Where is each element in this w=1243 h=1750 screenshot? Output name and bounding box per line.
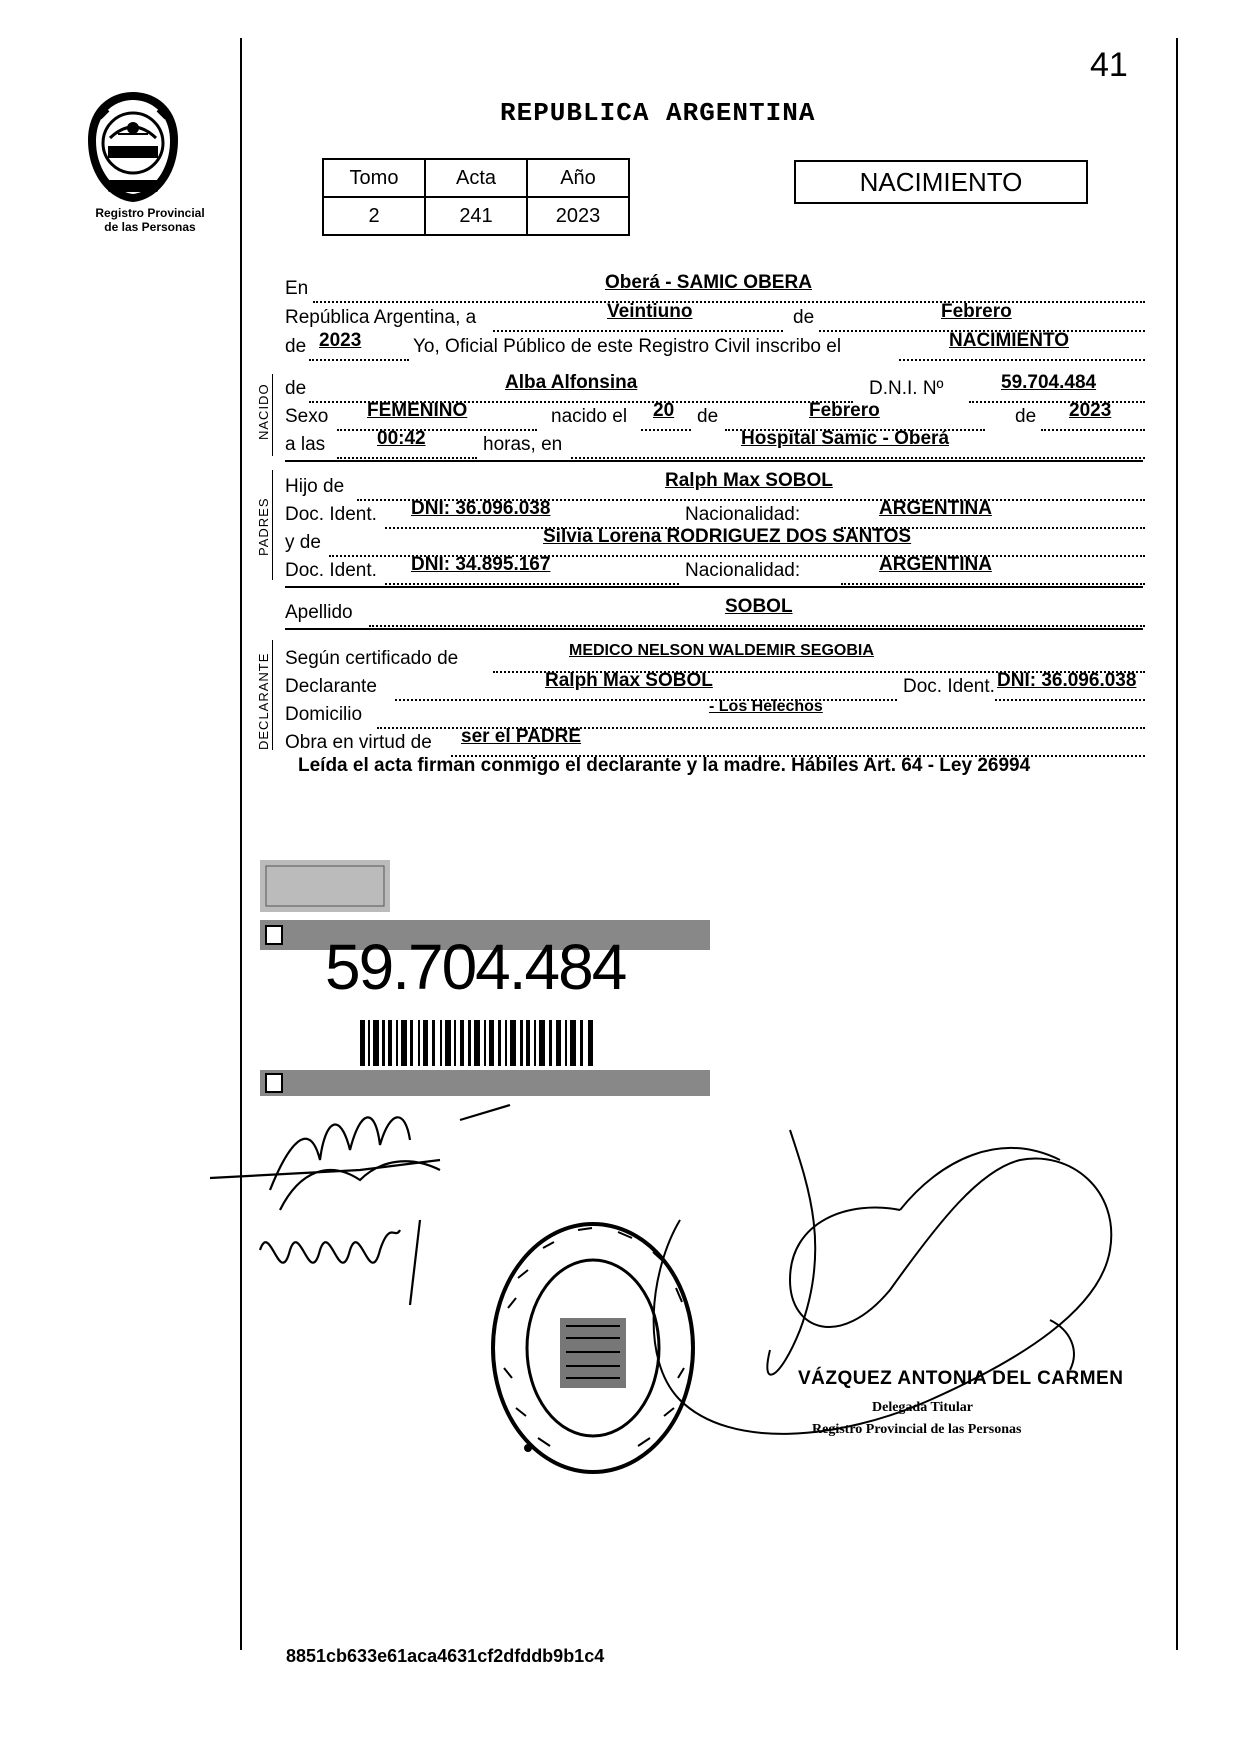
oficial-text: Yo, Oficial Público de este Registro Civil inscribo el	[413, 336, 842, 357]
birth-day-value: 20	[653, 400, 675, 421]
section-label-nacido: NACIDO	[256, 383, 271, 440]
obra-label: Obra en virtud de	[285, 732, 432, 753]
obra-value: ser el PADRE	[461, 726, 582, 747]
left-margin-line	[240, 38, 242, 1650]
dotted-line	[995, 697, 1145, 701]
sexo-label: Sexo	[285, 406, 329, 427]
row-certificado	[285, 642, 1145, 672]
section-divider	[285, 460, 1143, 462]
signatory-role: Delegada Titular	[872, 1400, 973, 1415]
republica-label: República Argentina, a	[285, 307, 477, 328]
registry-header-acta: Acta	[425, 159, 527, 197]
signatory-name: VÁZQUEZ ANTONIA DEL CARMEN	[798, 1368, 1124, 1389]
de-label: de	[1015, 406, 1037, 427]
dotted-line	[493, 328, 783, 332]
day-value: Veintiuno	[607, 301, 693, 322]
doc-ident-label: Doc. Ident.	[285, 560, 377, 581]
doc-ident-label: Doc. Ident.	[285, 504, 377, 525]
a-las-label: a las	[285, 434, 326, 455]
apellido-label: Apellido	[285, 602, 353, 623]
registry-header-anio: Año	[527, 159, 629, 197]
domicilio-value: - Los Helechos	[709, 698, 823, 715]
dotted-line	[313, 299, 1145, 303]
sexo-value: FEMENINO	[367, 400, 468, 421]
row-domicilio	[285, 698, 1145, 728]
row-y-de	[285, 526, 1145, 556]
row-inscribe	[285, 330, 1145, 360]
barcode	[360, 1020, 600, 1071]
father-doc-value: DNI: 36.096.038	[411, 498, 551, 519]
de-label: de	[793, 307, 815, 328]
dotted-line	[1041, 427, 1145, 431]
section-bracket-declarante	[272, 640, 273, 750]
place-value: Oberá - SAMIC OBERA	[605, 272, 812, 293]
declarant-signature	[210, 1100, 530, 1325]
apellido-value: SOBOL	[725, 596, 793, 617]
horas-en-label: horas, en	[483, 434, 563, 455]
right-margin-line	[1176, 38, 1178, 1650]
dotted-line	[899, 357, 1145, 361]
registry-value-tomo: 2	[323, 197, 425, 235]
row-obra	[285, 726, 1145, 756]
page-number: 41	[1090, 46, 1128, 84]
row-en	[285, 272, 1145, 302]
de-label: de	[285, 378, 307, 399]
registry-org-caption	[70, 206, 230, 234]
dotted-line	[337, 455, 477, 459]
en-label: En	[285, 278, 309, 299]
registry-value-acta: 241	[425, 197, 527, 235]
mother-name-value: Silvia Lorena RODRIGUEZ DOS SANTOS	[543, 526, 912, 547]
document-hash: 8851cb633e61aca4631cf2dfddb9b1c4	[286, 1646, 605, 1666]
dotted-line	[841, 581, 1145, 585]
dotted-line	[571, 455, 1145, 459]
dotted-line	[969, 399, 1145, 403]
declarante-doc-value: DNI: 36.096.038	[997, 670, 1137, 691]
declarante-label: Declarante	[285, 676, 377, 697]
inscribe-value: NACIMIENTO	[949, 330, 1069, 351]
row-declarante	[285, 670, 1145, 700]
dotted-line	[385, 581, 679, 585]
dni-label: D.N.I. Nº	[869, 378, 944, 399]
birth-month-value: Febrero	[809, 400, 880, 421]
province-seal-logo	[78, 88, 218, 211]
org-line-2: de las Personas	[104, 220, 196, 234]
row-apellido	[285, 596, 1145, 626]
nacionalidad-label: Nacionalidad:	[685, 504, 801, 525]
hijo-de-label: Hijo de	[285, 476, 345, 497]
certificado-label: Según certificado de	[285, 648, 459, 669]
child-dni-value: 59.704.484	[1001, 372, 1097, 393]
row-nombre	[285, 372, 1145, 402]
father-nationality-value: ARGENTINA	[879, 498, 992, 519]
section-divider	[285, 586, 1143, 588]
record-type-box: NACIMIENTO	[794, 160, 1088, 204]
domicilio-label: Domicilio	[285, 704, 363, 725]
row-mother-doc	[285, 554, 1145, 584]
section-label-declarante: DECLARANTE	[256, 652, 271, 750]
row-father-doc	[285, 498, 1145, 528]
row-sexo	[285, 400, 1145, 430]
father-name-value: Ralph Max SOBOL	[665, 470, 833, 491]
birth-year-value: 2023	[1069, 400, 1112, 421]
de-label: de	[285, 336, 307, 357]
signatory-org: Registro Provincial de las Personas	[812, 1422, 1022, 1437]
registry-value-anio: 2023	[527, 197, 629, 235]
dotted-line	[337, 427, 537, 431]
closing-statement: Leída el acta firman conmigo el declarante y la madre. Hábiles Art. 64 - Ley 26994	[298, 755, 1031, 776]
de-label: de	[697, 406, 719, 427]
section-label-padres: PADRES	[256, 497, 271, 556]
row-fecha	[285, 301, 1145, 331]
declarante-value: Ralph Max SOBOL	[545, 670, 713, 691]
dotted-line	[641, 427, 691, 431]
mother-doc-value: DNI: 34.895.167	[411, 554, 551, 575]
org-line-1: Registro Provincial	[95, 206, 205, 220]
dotted-line	[309, 357, 409, 361]
dni-large-number: 59.704.484	[325, 931, 626, 1003]
section-bracket-nacido	[272, 374, 273, 456]
nacido-el-label: nacido el	[551, 406, 628, 427]
page-title: REPUBLICA ARGENTINA	[500, 98, 816, 128]
certificado-value: MEDICO NELSON WALDEMIR SEGOBIA	[569, 642, 874, 659]
registry-stamp	[488, 1218, 698, 1483]
mother-nationality-value: ARGENTINA	[879, 554, 992, 575]
dotted-line	[369, 623, 1145, 627]
month-value: Febrero	[941, 301, 1012, 322]
nacionalidad-label: Nacionalidad:	[685, 560, 801, 581]
year-value: 2023	[319, 330, 362, 351]
section-divider	[285, 628, 1143, 630]
section-bracket-padres	[272, 470, 273, 580]
birth-place-value: Hospital Samic - Oberá	[741, 428, 950, 449]
birth-time-value: 00:42	[377, 428, 426, 449]
registry-table	[322, 158, 630, 236]
y-de-label: y de	[285, 532, 321, 553]
row-hijo-de	[285, 470, 1145, 500]
doc-ident-label: Doc. Ident.	[903, 676, 995, 697]
registry-header-tomo: Tomo	[323, 159, 425, 197]
child-name-value: Alba Alfonsina	[505, 372, 638, 393]
row-hora-lugar	[285, 428, 1145, 458]
